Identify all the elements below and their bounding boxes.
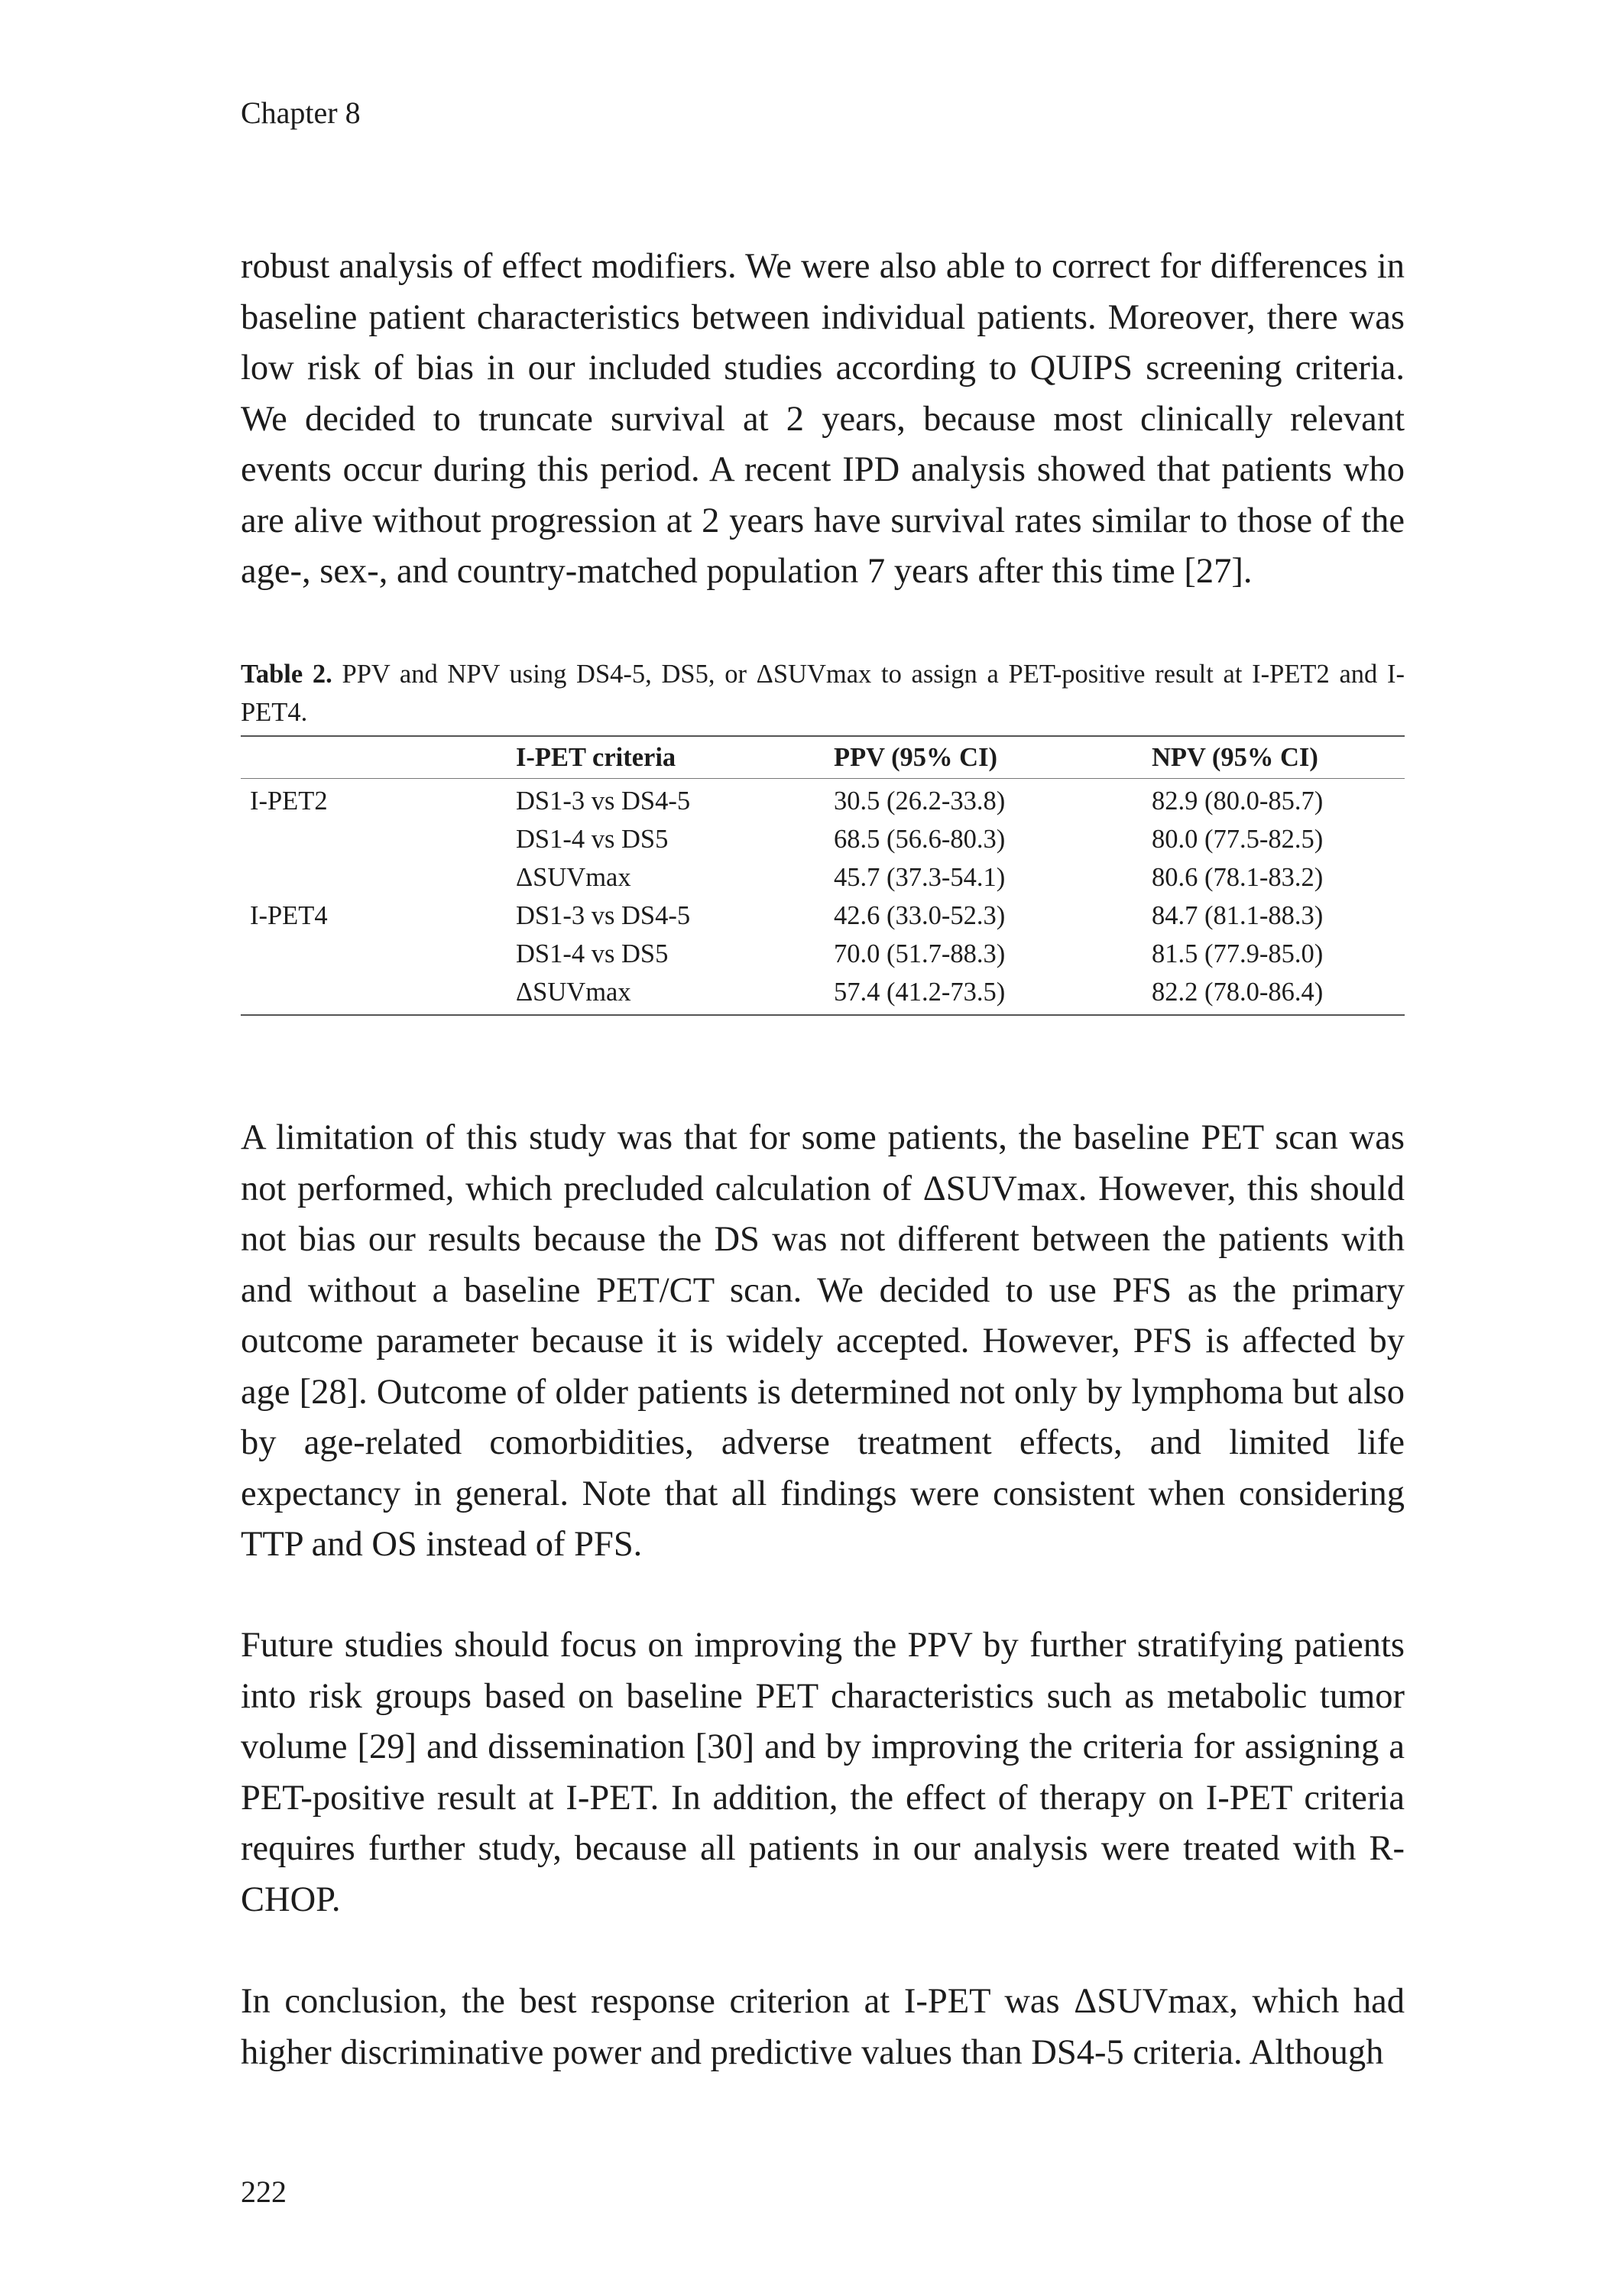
table-row (241, 897, 1405, 935)
cell-criteria: ΔSUVmax (516, 977, 631, 1007)
running-head: Chapter 8 (241, 96, 361, 130)
cell-npv: 81.5 (77.9-85.0) (1152, 939, 1324, 968)
cell-group (241, 973, 507, 1015)
cell-group: I-PET4 (250, 900, 328, 930)
cell-criteria: DS1-3 vs DS4-5 (516, 900, 691, 930)
cell-npv: 82.2 (78.0-86.4) (1152, 977, 1324, 1007)
header-criteria: I-PET criteria (507, 736, 825, 779)
cell-ppv: 30.5 (26.2-33.8) (834, 786, 1006, 816)
body-paragraph: robust analysis of effect modifiers. We were also able to correct for differences in baseline patient characteristics between individual patients. Moreover, there was low risk of bias in our included studies according to QUIPS screening criteria. We decided to truncate survival at 2 years, because most clinically relevant events occur during this period. A recent IPD analysis showed that patients who are alive without progression at 2 years have survival rates similar to those of the age-, sex-, and country-matched population 7 years after this time [27]. (241, 247, 1405, 591)
table-caption-label: Table 2. (241, 660, 332, 689)
cell-npv: 82.9 (80.0-85.7) (1152, 786, 1324, 816)
table-caption-text: PPV and NPV using DS4-5, DS5, or ΔSUVmax to assign a PET-positive result at I-PET2 and I-PET4. (241, 660, 1405, 727)
cell-criteria: DS1-4 vs DS5 (516, 824, 669, 854)
cell-ppv: 68.5 (56.6-80.3) (834, 824, 1006, 854)
cell-group (241, 935, 507, 973)
body-paragraph: In conclusion, the best response criterion at I-PET was ΔSUVmax, which had higher discriminative power and predictive values than DS4-5 criteria. Although (241, 1982, 1405, 2072)
table-header-row (241, 736, 1405, 779)
body-paragraph: A limitation of this study was that for some patients, the baseline PET scan was not performed, which precluded calculation of ΔSUVmax. However, this should not bias our results because the DS was not different between the patients with and without a baseline PET/CT scan. We decided to use PFS as the primary outcome parameter because it is widely accepted. However, PFS is affected by age [28]. Outcome of older patients is determined not only by lymphoma but also by age-related comorbidities, adverse treatment effects, and limited life expectancy in general. Note that all findings were consistent when considering TTP and OS instead of PFS. (241, 1118, 1405, 1564)
header-ppv: PPV (95% CI) (825, 736, 1143, 779)
table-row (241, 779, 1405, 821)
cell-group (241, 820, 507, 858)
table-row (241, 935, 1405, 973)
body-paragraph: Future studies should focus on improving the PPV by further stratifying patients into risk groups based on baseline PET characteristics such as metabolic tumor volume [29] and dissemination [30] and by improving the criteria for assigning a PET-positive result at I-PET. In addition, the effect of therapy on I-PET criteria requires further study, because all patients in our analysis were treated with R-CHOP. (241, 1626, 1405, 1919)
page-number: 222 (241, 2175, 287, 2209)
cell-ppv: 70.0 (51.7-88.3) (834, 939, 1006, 968)
cell-ppv: 42.6 (33.0-52.3) (834, 900, 1006, 930)
ppv-npv-table (241, 735, 1405, 1016)
header-npv: NPV (95% CI) (1143, 736, 1405, 779)
table-caption (241, 655, 1405, 731)
cell-group (241, 858, 507, 897)
cell-ppv: 45.7 (37.3-54.1) (834, 862, 1006, 892)
table-row (241, 973, 1405, 1015)
cell-criteria: DS1-3 vs DS4-5 (516, 786, 691, 816)
table-row (241, 858, 1405, 897)
table-row (241, 820, 1405, 858)
cell-npv: 80.6 (78.1-83.2) (1152, 862, 1324, 892)
header-group (241, 736, 507, 779)
cell-criteria: ΔSUVmax (516, 862, 631, 892)
cell-criteria: DS1-4 vs DS5 (516, 939, 669, 968)
cell-group: I-PET2 (250, 786, 328, 816)
cell-ppv: 57.4 (41.2-73.5) (834, 977, 1006, 1007)
cell-npv: 84.7 (81.1-88.3) (1152, 900, 1324, 930)
cell-npv: 80.0 (77.5-82.5) (1152, 824, 1324, 854)
